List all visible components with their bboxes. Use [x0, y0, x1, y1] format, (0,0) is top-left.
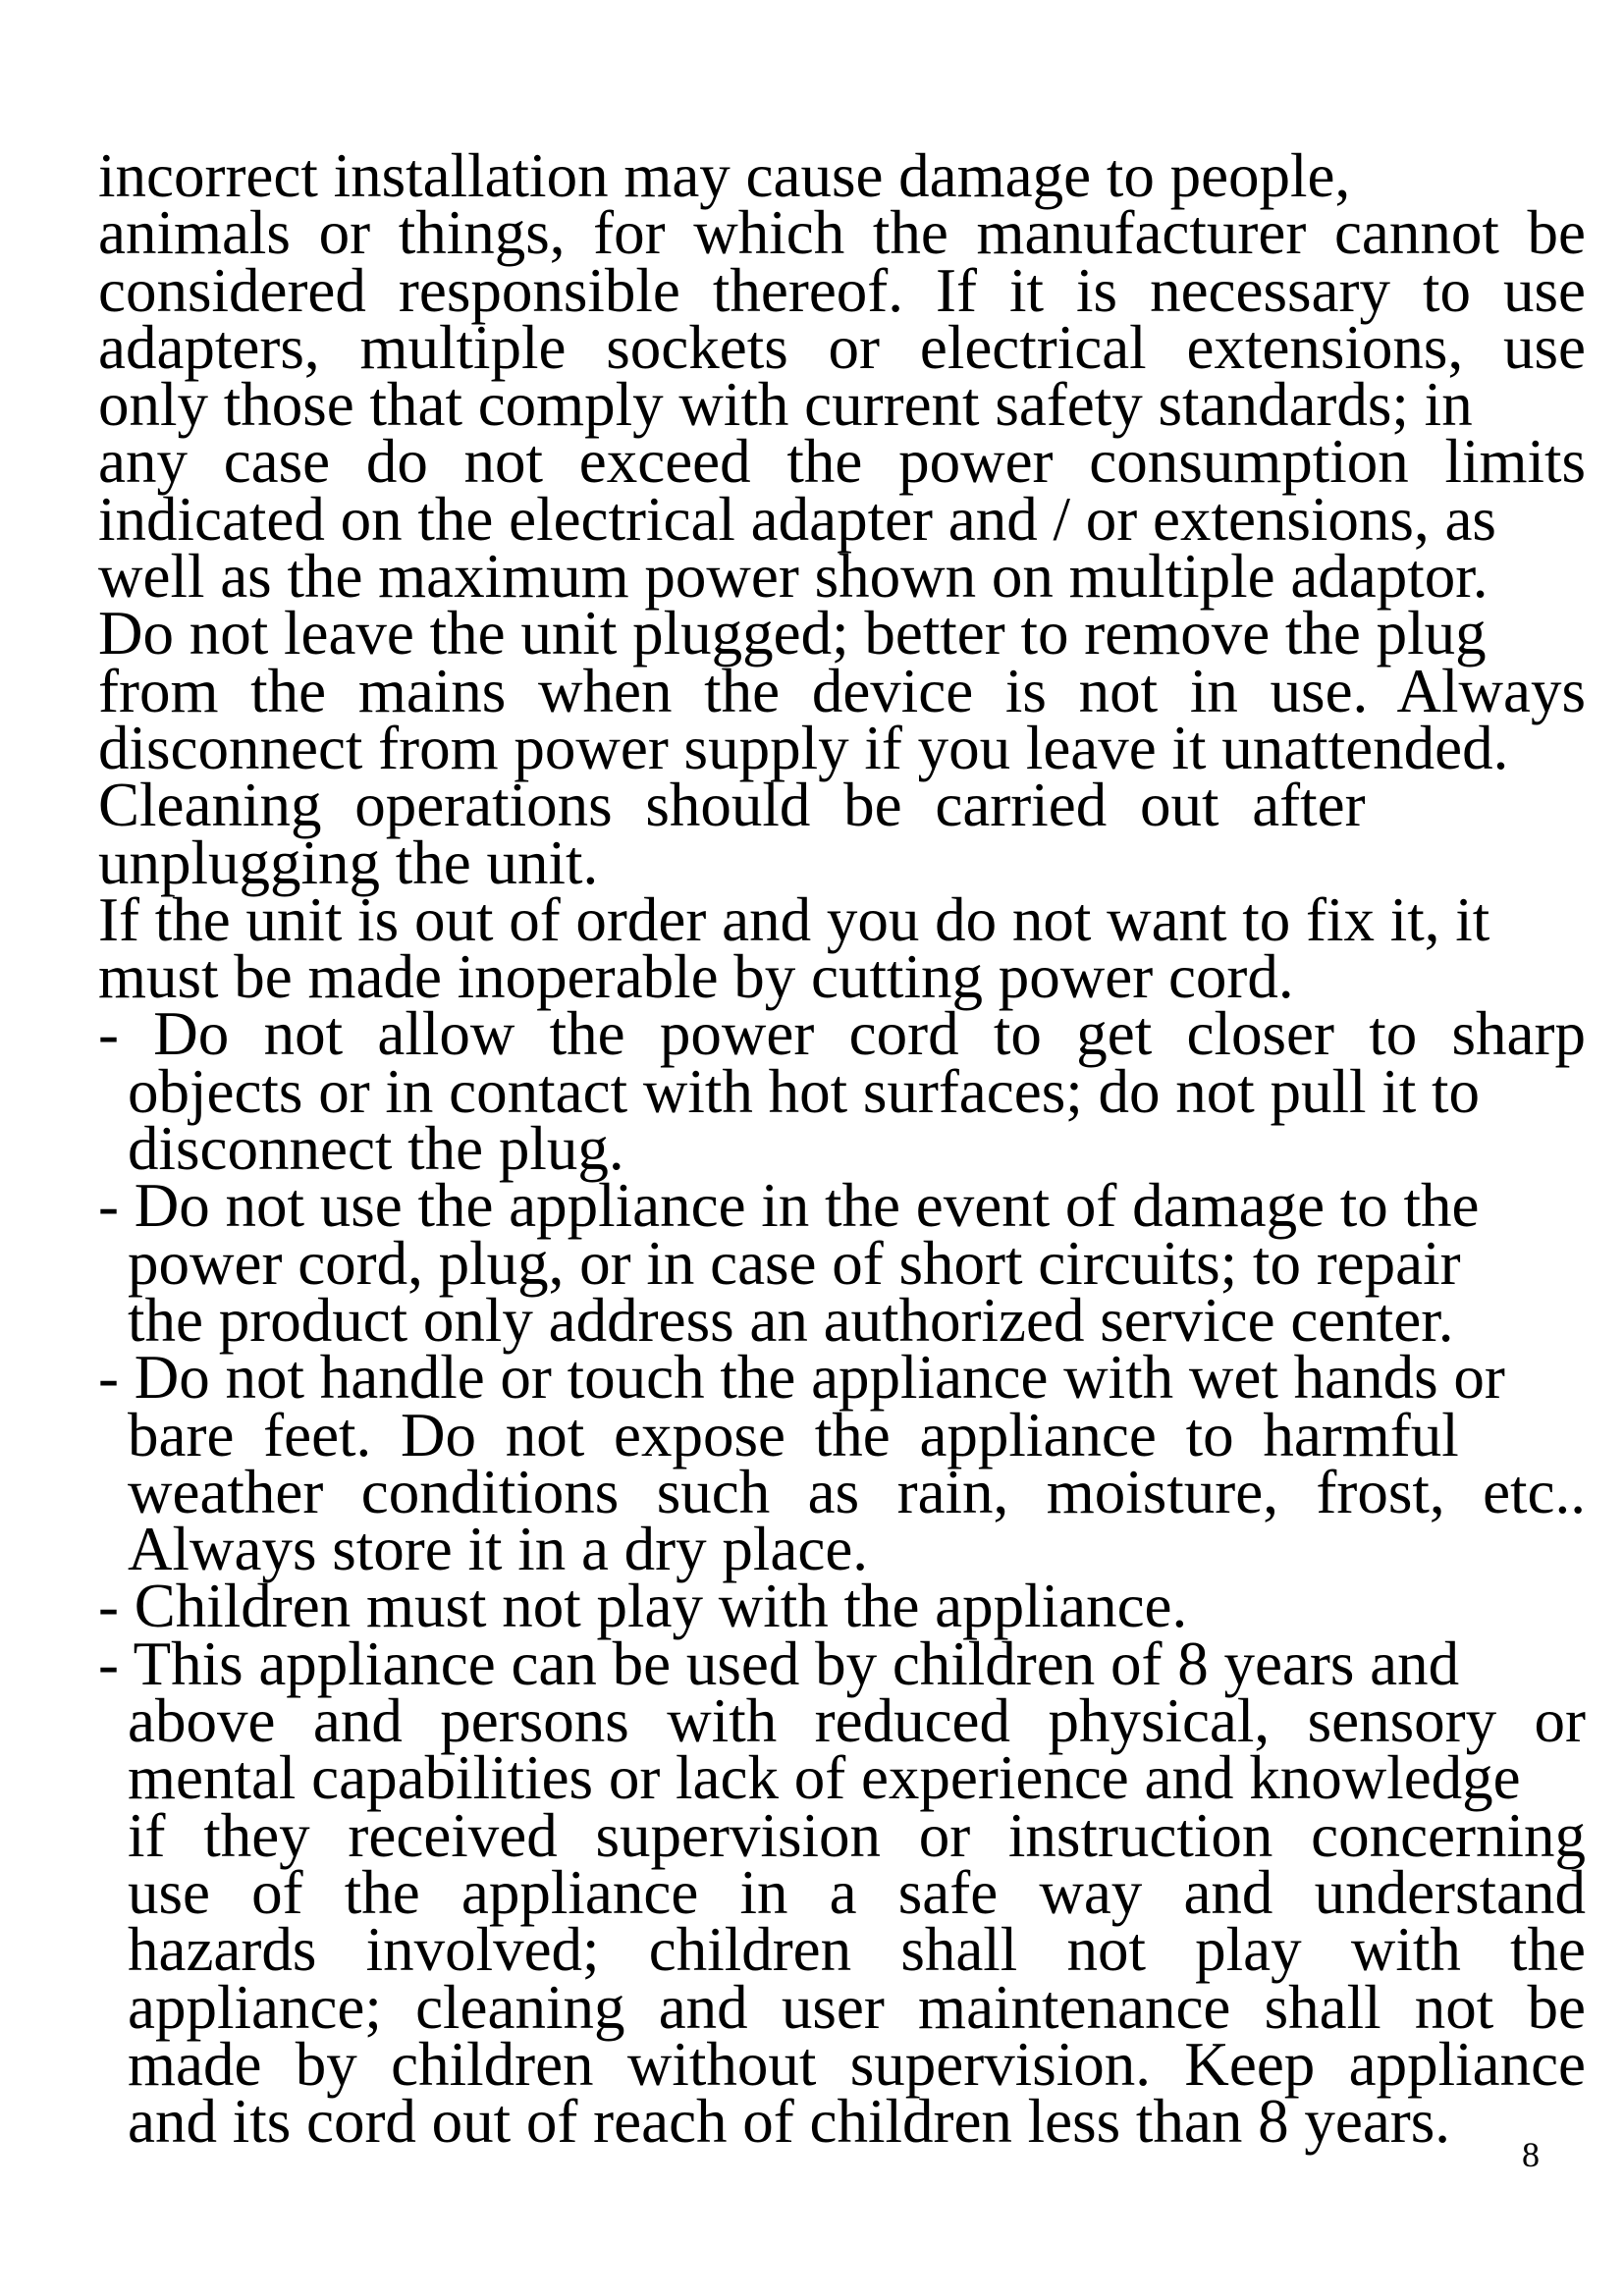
text-line: from the mains when the device is not in use. Always	[98, 656, 1586, 725]
bullet-continuation-line: weather conditions such as rain, moisture, frost, etc..	[128, 1457, 1586, 1526]
text-line: indicated on the electrical adapter and / or extensions, as	[98, 484, 1496, 554]
bullet-continuation-line: disconnect the plug.	[128, 1114, 624, 1184]
bullet-continuation-line: Always store it in a dry place.	[128, 1515, 869, 1584]
text-line: well as the maximum power shown on multiple adaptor.	[98, 542, 1489, 612]
bullet-line: - Do not use the appliance in the event of damage to the	[98, 1171, 1480, 1241]
bullet-continuation-line: if they received supervision or instruction concerning	[128, 1800, 1586, 1870]
text-line: must be made inoperable by cutting power cord.	[98, 942, 1294, 1012]
bullet-line: - Do not handle or touch the appliance with wet hands or	[98, 1343, 1505, 1413]
bullet-continuation-line: objects or in contact with hot surfaces; do not pull it to	[128, 1056, 1480, 1126]
text-line: animals or things, for which the manufacturer cannot be	[98, 198, 1586, 268]
bullet-continuation-line: bare feet. Do not expose the appliance to harmful	[128, 1400, 1459, 1469]
text-line: unplugging the unit.	[98, 828, 599, 897]
text-line: disconnect from power supply if you leave it unattended.	[98, 713, 1509, 782]
text-line: Cleaning operations should be carried out after	[98, 771, 1366, 840]
text-line: incorrect installation may cause damage to people,	[98, 141, 1351, 210]
bullet-continuation-line: mental capabilities or lack of experience and knowledge	[128, 1743, 1521, 1813]
bullet-continuation-line: above and persons with reduced physical, sensory or	[128, 1686, 1586, 1756]
bullet-continuation-line: power cord, plug, or in case of short circuits; to repair	[128, 1228, 1461, 1298]
bullet-continuation-line: appliance; cleaning and user maintenance shall not be	[128, 1972, 1586, 2042]
text-line: considered responsible thereof. If it is necessary to use	[98, 255, 1586, 325]
page-number: 8	[1522, 2135, 1540, 2174]
bullet-line: - Children must not play with the appliance.	[98, 1572, 1188, 1641]
text-line: only those that comply with current safety standards; in	[98, 370, 1473, 440]
bullet-continuation-line: the product only address an authorized service center.	[128, 1285, 1454, 1355]
bullet-continuation-line: made by children without supervision. Keep appliance	[128, 2029, 1586, 2099]
bullet-continuation-line: use of the appliance in a safe way and understand	[128, 1857, 1586, 1927]
text-line: If the unit is out of order and you do not want to fix it, it	[98, 884, 1490, 954]
manual-page-body	[98, 141, 1586, 2157]
bullet-line: - This appliance can be used by children of 8 years and	[98, 1629, 1460, 1698]
bullet-line: - Do not allow the power cord to get closer to sharp	[98, 999, 1586, 1069]
text-line: Do not leave the unit plugged; better to remove the plug	[98, 599, 1487, 668]
bullet-continuation-line: and its cord out of reach of children less than 8 years.	[128, 2087, 1451, 2157]
text-line: any case do not exceed the power consumption limits	[98, 427, 1586, 497]
text-line: adapters, multiple sockets or electrical extensions, use	[98, 312, 1586, 382]
bullet-continuation-line: hazards involved; children shall not play with the	[128, 1915, 1586, 1985]
